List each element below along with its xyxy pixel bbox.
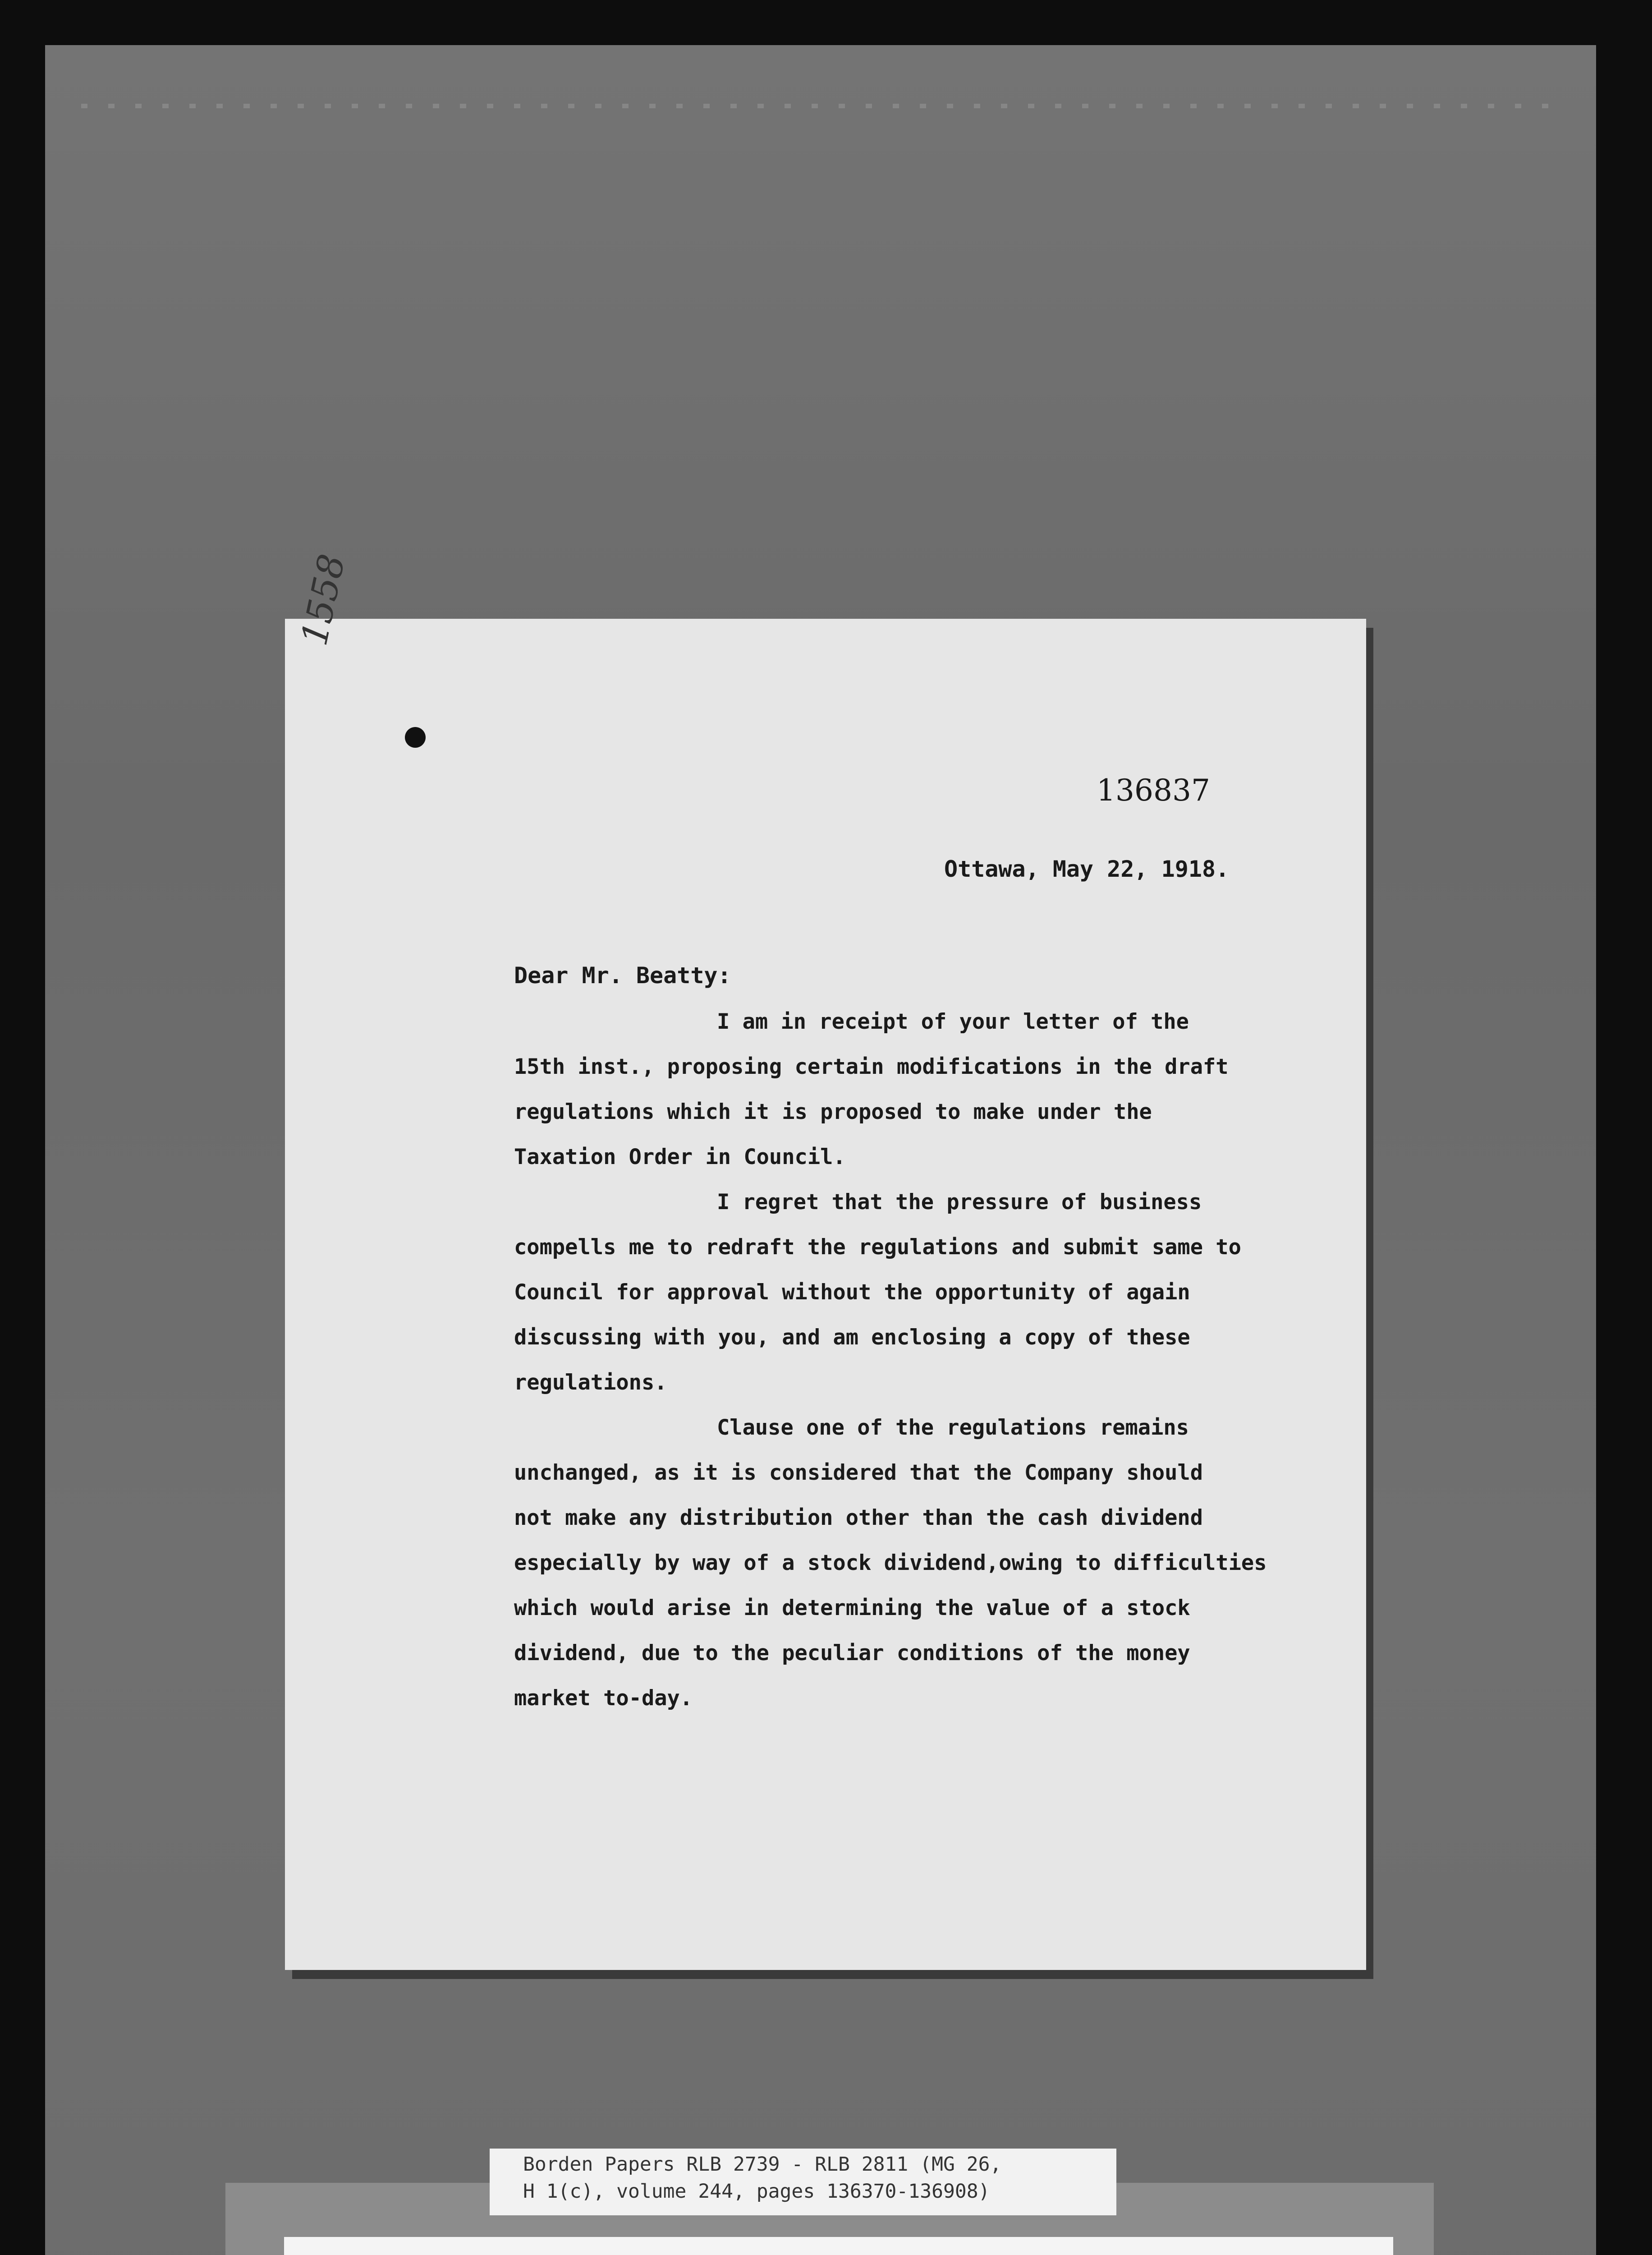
letter-line: regulations. <box>514 1370 667 1395</box>
letter-line: Council for approval without the opportunity of again <box>514 1280 1190 1305</box>
source-label-line-2: H 1(c), volume 244, pages 136370-136908) <box>523 2180 990 2203</box>
letter-date: Ottawa, May 22, 1918. <box>944 856 1230 882</box>
archives-stamp <box>284 2237 1393 2255</box>
letter-line: especially by way of a stock dividend,owing to difficulties <box>514 1551 1267 1575</box>
letter-line: I regret that the pressure of business <box>717 1190 1202 1215</box>
letter-salutation: Dear Mr. Beatty: <box>514 962 731 989</box>
punch-hole <box>405 727 426 748</box>
document-number: 136837 <box>1097 773 1210 808</box>
letter-line: Taxation Order in Council. <box>514 1145 846 1169</box>
letter-line: unchanged, as it is considered that the Company should <box>514 1460 1203 1485</box>
letter-line: not make any distribution other than the cash dividend <box>514 1505 1203 1530</box>
letter-line: dividend, due to the peculiar conditions of the money <box>514 1641 1190 1666</box>
letter-line: Clause one of the regulations remains <box>717 1415 1189 1440</box>
handwritten-note: 1558 <box>293 550 353 649</box>
letter-line: discussing with you, and am enclosing a copy of these <box>514 1325 1190 1350</box>
letter-line: which would arise in determining the value of a stock <box>514 1596 1190 1620</box>
film-edge-marks <box>81 104 1560 108</box>
source-label-line-1: Borden Papers RLB 2739 - RLB 2811 (MG 26, <box>523 2153 1002 2176</box>
letter-line: regulations which it is proposed to make under the <box>514 1100 1152 1124</box>
letter-line: I am in receipt of your letter of the <box>717 1009 1189 1034</box>
letter-line: market to-day. <box>514 1686 693 1711</box>
letter-line: 15th inst., proposing certain modifications in the draft <box>514 1054 1229 1079</box>
letter-line: compells me to redraft the regulations and submit same to <box>514 1235 1241 1260</box>
